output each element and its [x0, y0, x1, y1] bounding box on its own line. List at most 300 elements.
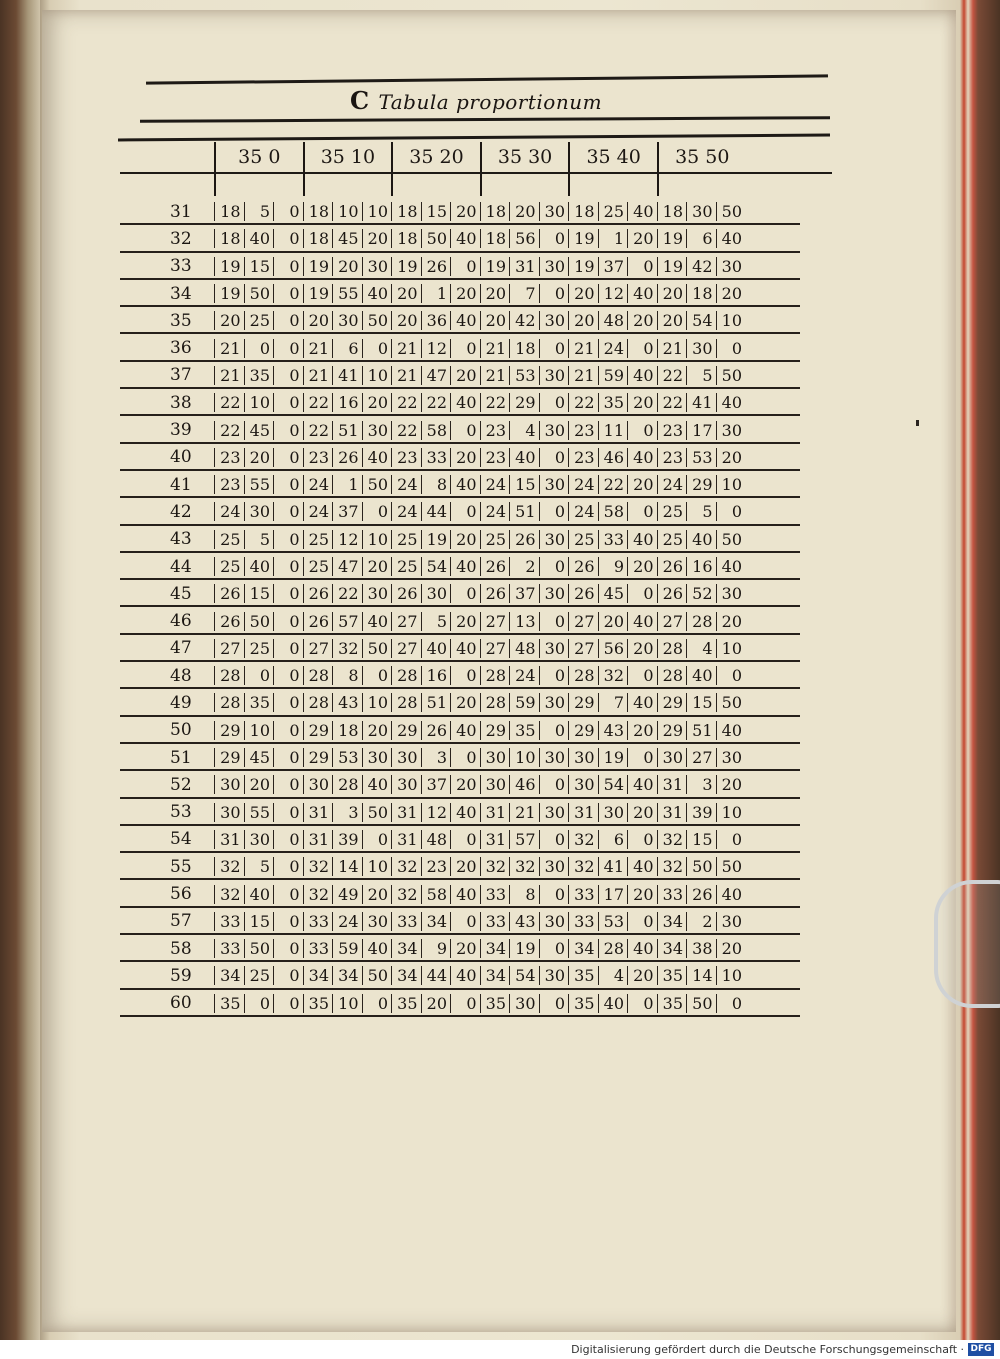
table-cell: 40 — [362, 775, 392, 794]
table-cell: 30 — [362, 912, 392, 931]
table-cell: 30 — [716, 912, 746, 931]
table-cell: 35 — [480, 994, 510, 1013]
table-cell: 0 — [450, 748, 480, 767]
table-cell: 33 — [214, 939, 244, 958]
table-cell: 48 — [598, 311, 628, 330]
table-cell: 40 — [598, 994, 628, 1013]
row-values — [214, 421, 745, 440]
table-cell: 30 — [539, 748, 569, 767]
table-cell: 20 — [716, 448, 746, 467]
table-cell: 30 — [716, 584, 746, 603]
table-cell: 50 — [244, 284, 274, 303]
table-cell: 40 — [627, 202, 657, 221]
table-row — [140, 689, 840, 716]
table-cell: 18 — [303, 229, 333, 248]
table-cell: 30 — [539, 530, 569, 549]
table-cell: 21 — [214, 366, 244, 385]
table-body — [140, 198, 840, 1017]
table-cell: 19 — [509, 939, 539, 958]
table-cell: 10 — [716, 475, 746, 494]
table-cell: 50 — [716, 530, 746, 549]
table-cell: 24 — [480, 502, 510, 521]
table-cell: 0 — [273, 475, 303, 494]
row-number: 44 — [170, 556, 192, 577]
row-number: 60 — [170, 993, 192, 1014]
row-values — [214, 339, 745, 358]
table-cell: 0 — [539, 557, 569, 576]
table-cell: 0 — [273, 257, 303, 276]
table-cell: 0 — [244, 994, 274, 1013]
row-number: 49 — [170, 692, 192, 713]
table-row — [140, 580, 840, 607]
table-cell: 33 — [421, 448, 451, 467]
row-values — [214, 721, 745, 740]
column-tick — [657, 174, 746, 196]
table-cell: 28 — [303, 666, 333, 685]
table-cell: 28 — [568, 666, 598, 685]
table-cell: 24 — [303, 502, 333, 521]
table-cell: 0 — [450, 666, 480, 685]
table-cell: 50 — [362, 311, 392, 330]
table-cell: 48 — [509, 639, 539, 658]
row-number: 41 — [170, 474, 192, 495]
row-values — [214, 803, 745, 822]
table-cell: 29 — [509, 393, 539, 412]
ink-mark — [916, 420, 919, 426]
table-cell: 20 — [450, 448, 480, 467]
table-cell: 39 — [686, 803, 716, 822]
table-cell: 20 — [568, 284, 598, 303]
row-values — [214, 229, 745, 248]
table-cell: 25 — [480, 530, 510, 549]
table-cell: 23 — [480, 448, 510, 467]
table-cell: 31 — [391, 803, 421, 822]
table-cell: 0 — [716, 502, 746, 521]
table-cell: 20 — [627, 966, 657, 985]
table-cell: 30 — [716, 748, 746, 767]
table-cell: 0 — [627, 830, 657, 849]
table-cell: 21 — [568, 366, 598, 385]
table-cell: 30 — [362, 584, 392, 603]
table-cell: 50 — [686, 994, 716, 1013]
binding-gutter — [0, 0, 40, 1340]
row-values — [214, 530, 745, 549]
table-cell: 0 — [273, 393, 303, 412]
table-cell: 21 — [303, 366, 333, 385]
table-cell: 30 — [391, 775, 421, 794]
table-cell: 21 — [391, 339, 421, 358]
table-cell: 32 — [303, 857, 333, 876]
table-cell: 10 — [244, 721, 274, 740]
table-cell: 35 — [598, 393, 628, 412]
table-cell: 0 — [539, 939, 569, 958]
table-cell: 54 — [509, 966, 539, 985]
table-cell: 20 — [627, 229, 657, 248]
table-cell: 30 — [716, 421, 746, 440]
table-cell: 9 — [598, 557, 628, 576]
table-row — [140, 253, 840, 280]
table-cell: 32 — [214, 857, 244, 876]
table-cell: 0 — [450, 421, 480, 440]
table-cell: 29 — [303, 748, 333, 767]
table-cell: 5 — [686, 502, 716, 521]
table-row — [140, 962, 840, 989]
table-cell: 19 — [598, 748, 628, 767]
pilcrow-mark: C — [350, 86, 370, 115]
table-cell: 40 — [362, 612, 392, 631]
table-cell: 18 — [391, 229, 421, 248]
table-cell: 20 — [450, 939, 480, 958]
table-cell: 40 — [450, 639, 480, 658]
table-cell: 41 — [332, 366, 362, 385]
row-number: 56 — [170, 884, 192, 905]
table-cell: 28 — [214, 666, 244, 685]
table-cell: 29 — [657, 693, 687, 712]
table-cell: 20 — [362, 885, 392, 904]
table-cell: 50 — [244, 612, 274, 631]
table-cell: 0 — [539, 612, 569, 631]
table-cell: 30 — [362, 257, 392, 276]
table-row — [140, 635, 840, 662]
table-cell: 8 — [509, 885, 539, 904]
table-row — [140, 717, 840, 744]
row-number: 54 — [170, 829, 192, 850]
table-cell: 49 — [332, 885, 362, 904]
table-row — [140, 799, 840, 826]
table-cell: 2 — [686, 912, 716, 931]
table-cell: 2 — [509, 557, 539, 576]
table-cell: 21 — [657, 339, 687, 358]
table-cell: 25 — [214, 530, 244, 549]
table-cell: 50 — [421, 229, 451, 248]
table-cell: 18 — [657, 202, 687, 221]
table-cell: 35 — [568, 966, 598, 985]
table-cell: 26 — [480, 557, 510, 576]
table-cell: 0 — [539, 229, 569, 248]
table-cell: 55 — [244, 475, 274, 494]
row-number: 36 — [170, 338, 192, 359]
table-cell: 50 — [716, 366, 746, 385]
table-cell: 18 — [480, 229, 510, 248]
table-cell: 41 — [686, 393, 716, 412]
table-cell: 0 — [244, 339, 274, 358]
table-cell: 20 — [716, 775, 746, 794]
table-cell: 29 — [480, 721, 510, 740]
column-header: 35 30 — [480, 142, 569, 172]
table-cell: 8 — [332, 666, 362, 685]
table-cell: 43 — [598, 721, 628, 740]
table-cell: 58 — [421, 885, 451, 904]
table-cell: 20 — [627, 803, 657, 822]
table-cell: 26 — [686, 885, 716, 904]
table-cell: 22 — [657, 366, 687, 385]
table-cell: 5 — [244, 857, 274, 876]
table-row — [140, 935, 840, 962]
table-cell: 6 — [598, 830, 628, 849]
table-cell: 10 — [716, 639, 746, 658]
table-row — [140, 662, 840, 689]
table-cell: 40 — [627, 366, 657, 385]
table-cell: 19 — [568, 257, 598, 276]
table-cell: 27 — [391, 639, 421, 658]
row-values — [214, 966, 745, 985]
row-number: 59 — [170, 965, 192, 986]
table-cell: 30 — [539, 639, 569, 658]
table-cell: 40 — [627, 775, 657, 794]
table-cell: 19 — [657, 229, 687, 248]
table-cell: 22 — [214, 393, 244, 412]
table-cell: 18 — [568, 202, 598, 221]
table-row — [140, 416, 840, 443]
table-cell: 50 — [686, 857, 716, 876]
table-cell: 25 — [657, 530, 687, 549]
row-values — [214, 448, 745, 467]
table-cell: 50 — [362, 475, 392, 494]
table-cell: 30 — [362, 421, 392, 440]
table-cell: 26 — [421, 257, 451, 276]
table-cell: 24 — [391, 502, 421, 521]
table-cell: 10 — [716, 803, 746, 822]
table-cell: 19 — [214, 257, 244, 276]
table-cell: 25 — [214, 557, 244, 576]
table-cell: 0 — [450, 502, 480, 521]
footer-credit: Digitalisierung gefördert durch die Deutsche Forschungsgemeinschaft · — [571, 1343, 964, 1356]
table-cell: 15 — [244, 912, 274, 931]
table-cell: 32 — [214, 885, 244, 904]
table-cell: 29 — [214, 748, 244, 767]
table-cell: 28 — [657, 666, 687, 685]
row-number: 37 — [170, 365, 192, 386]
table-cell: 35 — [509, 721, 539, 740]
table-cell: 40 — [450, 475, 480, 494]
table-cell: 30 — [332, 311, 362, 330]
table-cell: 30 — [214, 775, 244, 794]
table-cell: 20 — [657, 284, 687, 303]
table-cell: 21 — [214, 339, 244, 358]
table-cell: 20 — [627, 885, 657, 904]
table-cell: 40 — [450, 557, 480, 576]
table-cell: 20 — [450, 284, 480, 303]
row-values — [214, 612, 745, 631]
table-cell: 41 — [598, 857, 628, 876]
table-cell: 30 — [244, 502, 274, 521]
table-row — [140, 444, 840, 471]
table-cell: 5 — [244, 530, 274, 549]
table-cell: 10 — [716, 966, 746, 985]
row-values — [214, 366, 745, 385]
row-values — [214, 693, 745, 712]
column-headers — [214, 142, 774, 172]
table-cell: 33 — [214, 912, 244, 931]
row-number: 46 — [170, 611, 192, 632]
table-cell: 54 — [421, 557, 451, 576]
table-cell: 0 — [273, 857, 303, 876]
table-cell: 35 — [244, 366, 274, 385]
table-cell: 20 — [450, 775, 480, 794]
table-cell: 30 — [421, 584, 451, 603]
table-cell: 29 — [686, 475, 716, 494]
table-cell: 15 — [509, 475, 539, 494]
table-cell: 20 — [450, 857, 480, 876]
table-cell: 19 — [421, 530, 451, 549]
table-cell: 28 — [214, 693, 244, 712]
table-cell: 20 — [568, 311, 598, 330]
table-cell: 50 — [716, 857, 746, 876]
table-cell: 32 — [391, 857, 421, 876]
table-cell: 25 — [244, 966, 274, 985]
table-cell: 31 — [657, 803, 687, 822]
table-cell: 34 — [214, 966, 244, 985]
table-cell: 14 — [686, 966, 716, 985]
table-cell: 20 — [627, 639, 657, 658]
table-cell: 24 — [598, 339, 628, 358]
table-cell: 30 — [598, 803, 628, 822]
table-cell: 0 — [539, 721, 569, 740]
table-cell: 20 — [598, 612, 628, 631]
row-number: 52 — [170, 774, 192, 795]
column-tick — [568, 174, 657, 196]
table-cell: 54 — [686, 311, 716, 330]
table-cell: 28 — [391, 666, 421, 685]
table-cell: 25 — [244, 639, 274, 658]
table-cell: 0 — [362, 502, 392, 521]
row-values — [214, 202, 745, 221]
table-cell: 20 — [421, 994, 451, 1013]
table-cell: 32 — [657, 857, 687, 876]
table-cell: 40 — [686, 530, 716, 549]
table-cell: 0 — [362, 339, 392, 358]
table-cell: 30 — [539, 584, 569, 603]
table-cell: 34 — [657, 939, 687, 958]
row-number: 35 — [170, 310, 192, 331]
table-cell: 27 — [568, 612, 598, 631]
table-cell: 30 — [303, 775, 333, 794]
table-cell: 50 — [362, 966, 392, 985]
table-cell: 0 — [273, 366, 303, 385]
table-cell: 3 — [332, 803, 362, 822]
table-cell: 47 — [421, 366, 451, 385]
table-cell: 35 — [391, 994, 421, 1013]
table-cell: 30 — [716, 257, 746, 276]
column-header: 35 20 — [391, 142, 480, 172]
table-cell: 25 — [568, 530, 598, 549]
table-cell: 57 — [332, 612, 362, 631]
table-cell: 34 — [303, 966, 333, 985]
table-cell: 0 — [539, 502, 569, 521]
table-cell: 0 — [539, 830, 569, 849]
table-cell: 43 — [509, 912, 539, 931]
table-cell: 26 — [332, 448, 362, 467]
table-cell: 35 — [303, 994, 333, 1013]
table-cell: 28 — [686, 612, 716, 631]
table-cell: 0 — [273, 639, 303, 658]
table-cell: 0 — [450, 830, 480, 849]
table-cell: 28 — [480, 693, 510, 712]
table-cell: 24 — [509, 666, 539, 685]
table-cell: 20 — [303, 311, 333, 330]
table-cell: 17 — [598, 885, 628, 904]
table-cell: 31 — [391, 830, 421, 849]
table-cell: 40 — [627, 857, 657, 876]
table-cell: 26 — [421, 721, 451, 740]
table-cell: 22 — [598, 475, 628, 494]
table-cell: 0 — [273, 666, 303, 685]
table-cell: 22 — [421, 393, 451, 412]
row-values — [214, 639, 745, 658]
table-cell: 26 — [391, 584, 421, 603]
table-cell: 34 — [480, 966, 510, 985]
table-cell: 29 — [568, 693, 598, 712]
table-cell: 0 — [273, 748, 303, 767]
table-cell: 0 — [273, 803, 303, 822]
table-cell: 31 — [303, 830, 333, 849]
table-cell: 29 — [657, 721, 687, 740]
table-cell: 0 — [539, 994, 569, 1013]
table-cell: 50 — [244, 939, 274, 958]
table-cell: 40 — [627, 284, 657, 303]
table-cell: 43 — [332, 693, 362, 712]
table-cell: 21 — [509, 803, 539, 822]
table-cell: 10 — [509, 748, 539, 767]
table-cell: 27 — [391, 612, 421, 631]
table-cell: 37 — [421, 775, 451, 794]
table-cell: 31 — [303, 803, 333, 822]
table-cell: 22 — [480, 393, 510, 412]
table-cell: 30 — [214, 803, 244, 822]
table-cell: 27 — [303, 639, 333, 658]
dfg-logo: DFG — [968, 1343, 994, 1356]
table-cell: 23 — [657, 448, 687, 467]
row-values — [214, 557, 745, 576]
table-cell: 25 — [657, 502, 687, 521]
table-cell: 40 — [627, 939, 657, 958]
table-cell: 0 — [450, 339, 480, 358]
table-cell: 37 — [332, 502, 362, 521]
table-cell: 40 — [450, 803, 480, 822]
row-values — [214, 748, 745, 767]
table-cell: 40 — [362, 284, 392, 303]
table-cell: 38 — [686, 939, 716, 958]
table-cell: 15 — [244, 584, 274, 603]
table-cell: 26 — [657, 584, 687, 603]
table-cell: 24 — [391, 475, 421, 494]
table-cell: 50 — [362, 803, 392, 822]
table-cell: 0 — [716, 666, 746, 685]
table-row — [140, 526, 840, 553]
table-cell: 0 — [362, 830, 392, 849]
table-cell: 31 — [480, 830, 510, 849]
table-cell: 12 — [332, 530, 362, 549]
table-cell: 23 — [214, 475, 244, 494]
table-cell: 22 — [391, 421, 421, 440]
table-cell: 35 — [657, 994, 687, 1013]
table-cell: 33 — [568, 912, 598, 931]
table-cell: 40 — [450, 311, 480, 330]
table-cell: 19 — [480, 257, 510, 276]
row-values — [214, 475, 745, 494]
table-cell: 16 — [332, 393, 362, 412]
table-cell: 37 — [598, 257, 628, 276]
table-cell: 0 — [273, 311, 303, 330]
table-cell: 33 — [391, 912, 421, 931]
table-cell: 30 — [686, 202, 716, 221]
table-cell: 53 — [598, 912, 628, 931]
row-values — [214, 775, 745, 794]
table-cell: 24 — [568, 475, 598, 494]
table-cell: 1 — [332, 475, 362, 494]
table-cell: 0 — [273, 229, 303, 248]
table-row — [140, 607, 840, 634]
